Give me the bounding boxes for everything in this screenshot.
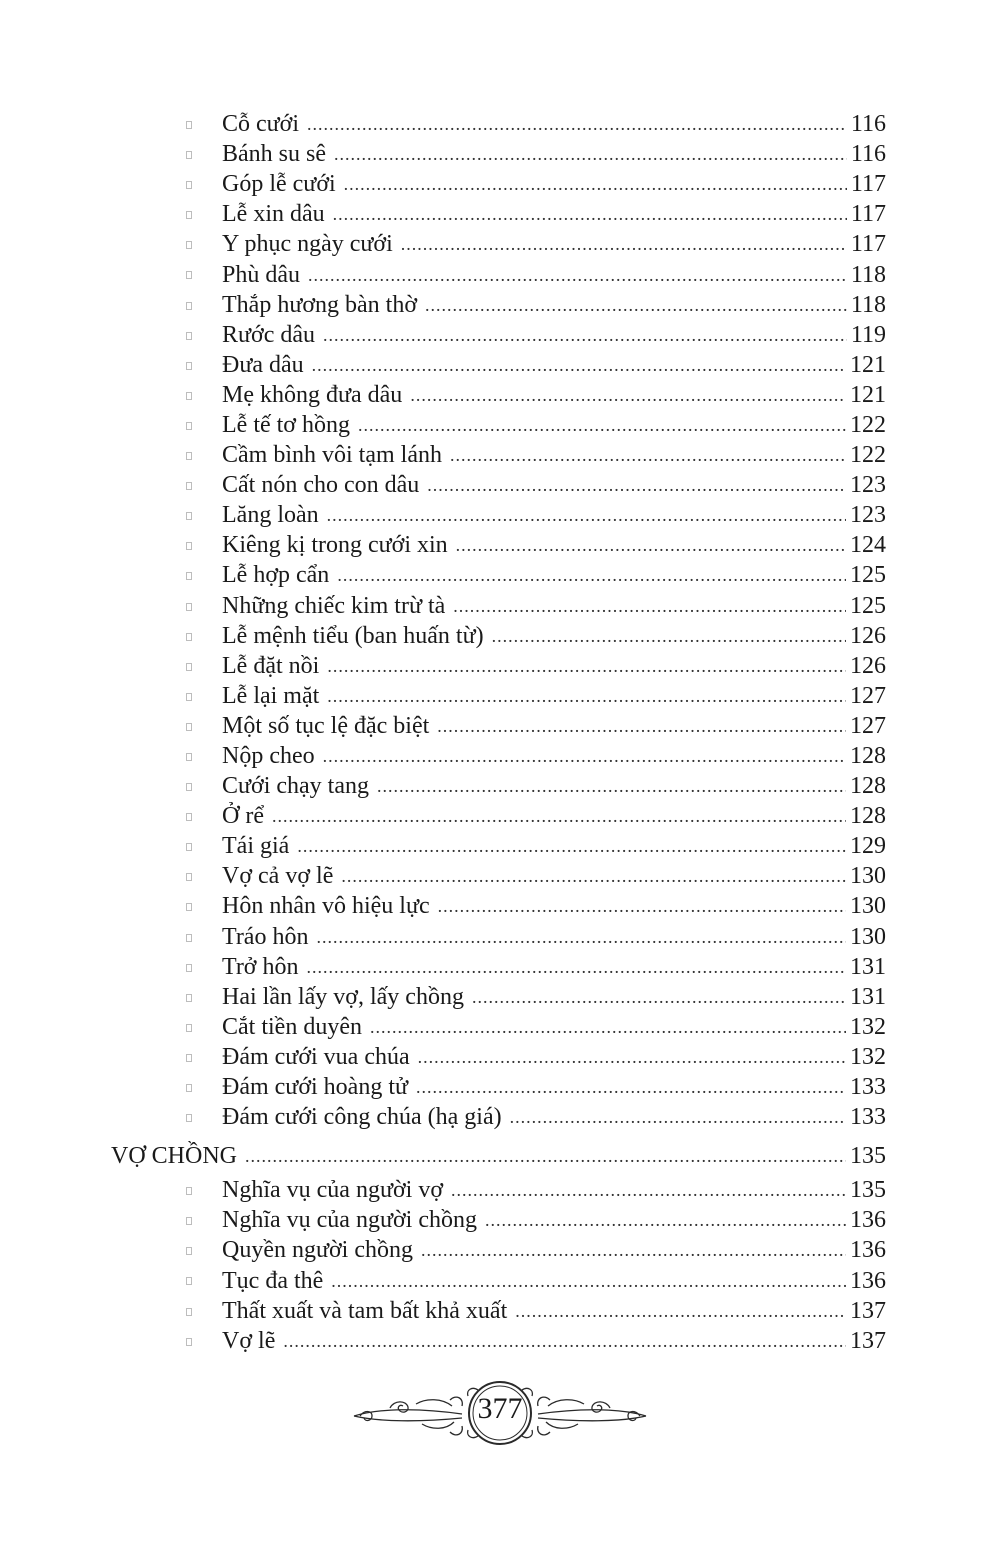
toc-entry-page-number: 136: [850, 1207, 886, 1234]
dot-leader: [377, 771, 846, 801]
bullet-box-icon: [186, 1187, 192, 1195]
toc-entry[interactable]: [0, 139, 886, 169]
bullet-box-icon: [186, 211, 192, 219]
bullet-box-icon: [186, 813, 192, 821]
dot-leader: [410, 380, 846, 410]
toc-entry-page-number: 117: [850, 231, 886, 258]
toc-entry-page-number: 130: [850, 923, 886, 950]
dot-leader: [425, 290, 847, 320]
toc-entry-page-number: 118: [850, 261, 886, 288]
toc-entry[interactable]: [0, 591, 886, 621]
bullet-box-icon: [186, 512, 192, 520]
bullet-box-icon: [186, 934, 192, 942]
toc-entry-page-number: 121: [850, 381, 886, 408]
dot-leader: [297, 831, 846, 861]
dot-leader: [451, 1175, 846, 1205]
toc-entry[interactable]: [0, 1296, 886, 1326]
bullet-box-icon: [186, 392, 192, 400]
dot-leader: [312, 350, 846, 380]
toc-entry-page-number: 136: [850, 1267, 886, 1294]
dot-leader: [515, 1296, 846, 1326]
toc-entry[interactable]: [0, 290, 886, 320]
bullet-box-icon: [186, 603, 192, 611]
toc-entry-title: Lễ xin dâu: [222, 201, 325, 228]
toc-entry-title: Tái giá: [222, 833, 290, 860]
toc-entry-title: Nghĩa vụ của người chồng: [222, 1207, 477, 1234]
section-title: VỢ CHỒNG: [111, 1143, 237, 1170]
toc-entry-page-number: 122: [850, 411, 886, 438]
toc-entry[interactable]: [0, 229, 886, 259]
toc-entry[interactable]: [0, 410, 886, 440]
toc-entry-page-number: 116: [850, 111, 886, 138]
dot-leader: [510, 1102, 846, 1132]
toc-entry[interactable]: [0, 1175, 886, 1205]
bullet-box-icon: [186, 964, 192, 972]
bullet-box-icon: [186, 1054, 192, 1062]
toc-entry-page-number: 136: [850, 1237, 886, 1264]
dot-leader: [331, 1266, 846, 1296]
page-footer: [350, 1378, 650, 1448]
toc-entry-title: Vợ cả vợ lẽ: [222, 863, 334, 890]
toc-entry[interactable]: [0, 891, 886, 921]
bullet-box-icon: [186, 753, 192, 761]
toc-entry-page-number: 130: [850, 863, 886, 890]
bullet-box-icon: [186, 241, 192, 249]
toc-entry[interactable]: [0, 1205, 886, 1235]
toc-entry-page-number: 128: [850, 803, 886, 830]
toc-section-heading[interactable]: [0, 1137, 886, 1175]
toc-entry-title: Cắt tiền duyên: [222, 1013, 362, 1040]
toc-entry[interactable]: [0, 1102, 886, 1132]
toc-entry-page-number: 124: [850, 532, 886, 559]
bullet-box-icon: [186, 1277, 192, 1285]
toc-entry-title: Hôn nhân vô hiệu lực: [222, 893, 430, 920]
toc-entry[interactable]: [0, 711, 886, 741]
dot-leader: [416, 1072, 846, 1102]
dot-leader: [316, 922, 846, 952]
bullet-box-icon: [186, 1084, 192, 1092]
dot-leader: [456, 530, 846, 560]
toc-entry-title: Lễ tế tơ hồng: [222, 411, 350, 438]
dot-leader: [370, 1012, 846, 1042]
toc-entry-title: Cầm bình vôi tạm lánh: [222, 442, 442, 469]
toc-entry-title: Tục đa thê: [222, 1267, 324, 1294]
bullet-box-icon: [186, 1217, 192, 1225]
dot-leader: [492, 621, 846, 651]
toc-entry[interactable]: [0, 771, 886, 801]
toc-entry-title: Góp lễ cưới: [222, 171, 336, 198]
bullet-box-icon: [186, 873, 192, 881]
toc-entry[interactable]: [0, 861, 886, 891]
toc-entry[interactable]: [0, 1072, 886, 1102]
dot-leader: [472, 982, 846, 1012]
toc-entry-title: Y phục ngày cưới: [222, 231, 393, 258]
bullet-box-icon: [186, 723, 192, 731]
dot-leader: [323, 741, 846, 771]
toc-entry[interactable]: [0, 1042, 886, 1072]
dot-leader: [327, 681, 846, 711]
bullet-box-icon: [186, 452, 192, 460]
toc-entry-title: Đám cưới công chúa (hạ giá): [222, 1104, 502, 1131]
bullet-box-icon: [186, 1308, 192, 1316]
bullet-box-icon: [186, 181, 192, 189]
toc-entry-page-number: 128: [850, 773, 886, 800]
dot-leader: [327, 651, 846, 681]
toc-entry-title: Thắp hương bàn thờ: [222, 291, 418, 318]
toc-entry[interactable]: [0, 952, 886, 982]
dot-leader: [418, 1042, 846, 1072]
toc-entry[interactable]: [0, 109, 886, 139]
toc-entry[interactable]: [0, 380, 886, 410]
bullet-box-icon: [186, 542, 192, 550]
toc-entry[interactable]: [0, 320, 886, 350]
toc-entry-title: Mẹ không đưa dâu: [222, 381, 403, 408]
toc-entry[interactable]: [0, 801, 886, 831]
toc-entry-page-number: 123: [850, 502, 886, 529]
section-page-number: 135: [850, 1143, 886, 1170]
bullet-box-icon: [186, 332, 192, 340]
dot-leader: [327, 500, 846, 530]
bullet-box-icon: [186, 783, 192, 791]
dot-leader: [341, 861, 846, 891]
bullet-box-icon: [186, 572, 192, 580]
toc-entry-page-number: 137: [850, 1327, 886, 1354]
dot-leader: [427, 470, 846, 500]
toc-entry[interactable]: [0, 470, 886, 500]
toc-entry-title: Lăng loàn: [222, 502, 319, 529]
bullet-box-icon: [186, 362, 192, 370]
toc-entry-title: Những chiếc kim trừ tà: [222, 592, 446, 619]
toc-entry[interactable]: [0, 1265, 886, 1295]
toc-entry-page-number: 117: [850, 171, 886, 198]
toc-entry[interactable]: [0, 259, 886, 289]
dot-leader: [358, 410, 846, 440]
toc-entry-page-number: 132: [850, 1043, 886, 1070]
toc-entry[interactable]: [0, 530, 886, 560]
toc-entry-title: Nghĩa vụ của người vợ: [222, 1177, 444, 1204]
dot-leader: [421, 1235, 846, 1265]
toc-entry-title: Lễ mệnh tiểu (ban huấn từ): [222, 622, 484, 649]
toc-entry-page-number: 133: [850, 1104, 886, 1131]
toc-entry-title: Lễ lại mặt: [222, 682, 320, 709]
toc-entry-title: Nộp cheo: [222, 743, 315, 770]
toc-entry-page-number: 131: [850, 953, 886, 980]
toc-entry-title: Tráo hôn: [222, 923, 309, 950]
toc-entry-page-number: 119: [850, 321, 886, 348]
dot-leader: [438, 891, 846, 921]
toc-entry-page-number: 131: [850, 983, 886, 1010]
bullet-box-icon: [186, 663, 192, 671]
toc-entry-title: Vợ lẽ: [222, 1327, 276, 1354]
bullet-box-icon: [186, 271, 192, 279]
bullet-box-icon: [186, 482, 192, 490]
dot-leader: [245, 1141, 846, 1171]
toc-entry-title: Quyền người chồng: [222, 1237, 414, 1264]
toc-entry-title: Trở hôn: [222, 953, 299, 980]
dot-leader: [307, 952, 847, 982]
toc-entry-title: Cất nón cho con dâu: [222, 472, 420, 499]
bullet-box-icon: [186, 693, 192, 701]
dot-leader: [323, 320, 847, 350]
bullet-box-icon: [186, 994, 192, 1002]
toc-entry[interactable]: [0, 741, 886, 771]
toc-entry-title: Bánh su sê: [222, 141, 326, 168]
toc-entry[interactable]: [0, 350, 886, 380]
bullet-box-icon: [186, 633, 192, 641]
toc-entry-title: Phù dâu: [222, 261, 300, 288]
bullet-box-icon: [186, 1114, 192, 1122]
toc-entry-page-number: 118: [850, 291, 886, 318]
dot-leader: [283, 1326, 846, 1356]
toc-entry-title: Cỗ cưới: [222, 111, 300, 138]
toc-entry[interactable]: [0, 1012, 886, 1042]
bullet-box-icon: [186, 1024, 192, 1032]
dot-leader: [453, 591, 846, 621]
toc-entry-page-number: 125: [850, 592, 886, 619]
toc-entry-title: Thất xuất và tam bất khả xuất: [222, 1297, 508, 1324]
dot-leader: [485, 1205, 846, 1235]
toc-entry[interactable]: [0, 651, 886, 681]
toc-entry[interactable]: [0, 169, 886, 199]
toc-entry-page-number: 127: [850, 682, 886, 709]
bullet-box-icon: [186, 843, 192, 851]
toc-entry-page-number: 128: [850, 743, 886, 770]
toc-entry-page-number: 125: [850, 562, 886, 589]
toc-entry-title: Lễ đặt nồi: [222, 652, 320, 679]
toc-entry[interactable]: [0, 831, 886, 861]
dot-leader: [272, 801, 846, 831]
dot-leader: [334, 139, 847, 169]
toc-group-wedding: [0, 109, 1000, 1132]
bullet-box-icon: [186, 422, 192, 430]
dot-leader: [401, 229, 847, 259]
toc-entry-title: Lễ hợp cẩn: [222, 562, 330, 589]
bullet-box-icon: [186, 121, 192, 129]
toc-entry-page-number: 116: [850, 141, 886, 168]
toc-entry-title: Một số tục lệ đặc biệt: [222, 712, 430, 739]
toc-entry-page-number: 135: [850, 1177, 886, 1204]
toc-entry-title: Đưa dâu: [222, 351, 304, 378]
toc-entry-page-number: 133: [850, 1074, 886, 1101]
toc-entry[interactable]: [0, 922, 886, 952]
toc-entry-page-number: 122: [850, 442, 886, 469]
toc-entry[interactable]: [0, 199, 886, 229]
dot-leader: [307, 109, 847, 139]
dot-leader: [337, 560, 846, 590]
toc-entry[interactable]: [0, 440, 886, 470]
bullet-box-icon: [186, 302, 192, 310]
toc-entry[interactable]: [0, 500, 886, 530]
toc-entry[interactable]: [0, 982, 886, 1012]
toc-group-spouses: [0, 1175, 1000, 1356]
toc-entry-page-number: 121: [850, 351, 886, 378]
toc-entry-page-number: 117: [850, 201, 886, 228]
toc-entry[interactable]: [0, 681, 886, 711]
bullet-box-icon: [186, 1338, 192, 1346]
toc-entry-page-number: 123: [850, 472, 886, 499]
dot-leader: [333, 199, 847, 229]
page-number: 377: [477, 1392, 523, 1425]
dot-leader: [450, 440, 846, 470]
toc-entry[interactable]: [0, 560, 886, 590]
bullet-box-icon: [186, 1247, 192, 1255]
table-of-contents: [0, 109, 1000, 1356]
toc-entry-page-number: 130: [850, 893, 886, 920]
dot-leader: [437, 711, 846, 741]
toc-entry-title: Hai lần lấy vợ, lấy chồng: [222, 983, 464, 1010]
toc-entry-title: Kiêng kị trong cưới xin: [222, 532, 448, 559]
toc-entry[interactable]: [0, 1326, 886, 1356]
toc-entry-page-number: 126: [850, 622, 886, 649]
toc-entry-page-number: 132: [850, 1013, 886, 1040]
toc-entry-title: Rước dâu: [222, 321, 316, 348]
dot-leader: [308, 260, 847, 290]
toc-entry-title: Đám cưới hoàng tử: [222, 1074, 408, 1101]
toc-entry-title: Cưới chạy tang: [222, 773, 369, 800]
bullet-box-icon: [186, 151, 192, 159]
toc-entry[interactable]: [0, 1235, 886, 1265]
toc-entry-page-number: 137: [850, 1297, 886, 1324]
toc-entry-page-number: 129: [850, 833, 886, 860]
toc-entry-page-number: 127: [850, 712, 886, 739]
toc-entry-title: Đám cưới vua chúa: [222, 1043, 410, 1070]
bullet-box-icon: [186, 903, 192, 911]
toc-entry-page-number: 126: [850, 652, 886, 679]
toc-entry[interactable]: [0, 621, 886, 651]
dot-leader: [344, 169, 847, 199]
toc-entry-title: Ở rể: [222, 803, 264, 830]
